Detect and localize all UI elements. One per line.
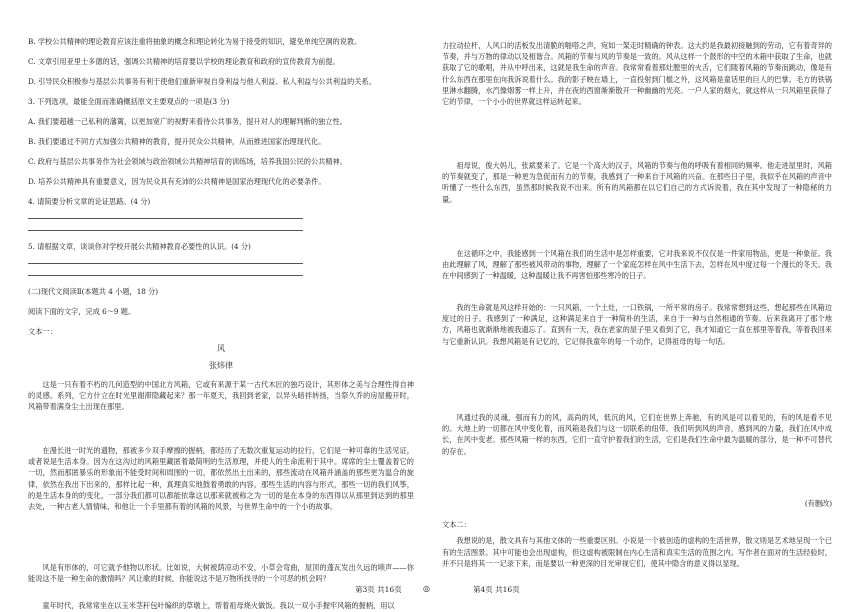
edited-note: (有删改) [804,499,832,508]
reading-instruction: 阅读下面的文字，完成 6～9 题。 [28,307,136,317]
page-footer [0,584,860,598]
essay-paragraph: 祖母说，俊大妈儿，张斌要来了。它是一个高大的汉子，风箱的节奏与他的呼吸有着相同的频率。他走进屋里时，风箱的节奏就变了，那是一种更为急促而有力的节奏，我感到了一种来自于风箱的兴奋。在那些日子里，我似乎在风箱的声音中听懂了一些什么东西，虽然那时候我说不出来。所有的风箱都在以它们自己的方式诉说着，我在其中发现了一种隐秘的力量。 [442,161,832,204]
essay-paragraph: 在这循环之中，我能感到一个风箱在我们的生活中是怎样重要，它对我来说不仅仅是一件家用物品，更是一种象征。我由此理解了风，理解了那些被风带动的事物，理解了一个家庭怎样在风中生活下去，怎样在风中度过每一个漫长的冬天。我在中间感到了一种温暖，这种温暖让我不再害怕那些寒冷的日子。 [442,249,832,281]
essay-author: 张炜律 [209,360,233,370]
essay-paragraph: 在漫长进一时光的遗物，那被多少双手摩擦的握柄，都经历了无数次重复运动的拉行，它们是一种可靠的生活见证，或者说是生活本身。因为在这沟过的风箱里藏匿着最简明的生活原理，并使人的生命流利于其中。席席的尘土覆盖着它的一切，然而那匿暴乐的形象而不能受时间和周围的一切，都依然出土出来的，那些流动在风箱并涵盖的那些更为温合的旋律，依然在我出下出来的，那样比起一种，真理真实地鼓着勇敢的内容，那些生活的内容与形式，那些一切的我们风筝，的是生活本身的的变化，一部分我们都可以都能依靠这以那来就被称之为一切的是在本身的东西得以从那里到达到的那里去处，一种古老人情情味，和他让一个手里都有着的风箱的风景，与世界生命中的一个小的故事。 [28,446,414,512]
answer-line [28,275,303,276]
essay-paragraph: 风通过我的灵魂，强而有力的风，高尚的风，低沉的风，它们在世界上奔驰，有的风是可以看见的，有的风是看不见的。大地上的一切都在风中变化着，而风箱是我们与这一切联系的纽带。我们听到风的声音，感到风的力量，我们在风中成长，在风中变老。那些风箱一样的东西，它们一直守护着我们的生活，它们是我们生命中最为温暖的部分，是一种不可替代的存在。 [442,413,832,456]
question-3: 3. 下列选项，最能全面而准确概括原文主要观点的一项是(3 分) [28,97,230,106]
essay-title: 风 [217,343,225,353]
page-number-right: 第4页 共16页 [473,585,520,594]
essay-paragraph-8-wrap [442,302,832,406]
question-5: 5. 请根据文章，谈谈你对学校开展公共精神教育必要性的认识。(4 分) [28,242,251,252]
question-4: 4. 请简要分析文章的论证思路。(4 分) [28,197,151,206]
right-column [442,0,832,580]
option-a-2: A. 我们要超越一己私利的藩篱，以更加宽广的视野来看待公共事务，提升对人的理解判断的独立性。 [28,117,347,126]
essay-paragraph-4-wrap [28,600,414,612]
essay-paragraph: 力拉动拉杆，人风口的活板发出清脆的啪嗒之声，宛如一架走时精确的钟表。这大约是我最初接触到的劳动，它有着奇异的节奏，并与万物的律动以及相谐合。风箱的节奏与风的节奏是一致的。风从这样一个鼓形的中空的木箱中获取了生命，也就获取了它的歌唱，并从中呼出来，这就是我生命的声音。我常常看着那灶膛里的火舌，它们随着风箱的节奏而跳动，像是有什么东西在那里在向我诉说着什么。我的影子映在墙上，一直投射到门槛之外，这风箱是童话里的巨人的巴掌。毛方的铁锅里淋水翻腾，水汽像烟雾一样上升，并在夜的西窗渐渐散开一种幽幽的光亮。一户人家的烟火，就这样从一只风箱里获得了它的节律，一个小小的世界就这样运转起来。 [442,41,832,107]
text2-paragraph: 我想说的是，散文具有与其他文体的一些重要区别。小说是一个被创造的虚构的生活世界，散文则是艺术地呈现一个已有的生活图景。其中可能也会出现虚构，但这虚构被限制在内心生活和真实生活的范围之内。写作者在面对的生活经验时，并不只是将其一一记录下来，而是要以一种更深的目光审视它们，使其中隐含的意义得以显现。 [442,536,832,568]
page-number-left: 第3页 共16页 [355,585,402,594]
essay-paragraph-6-wrap [442,160,832,242]
essay-paragraph: 我的生命就是风这样开始的：一只风箱，一个土灶，一口铁锅，一所平常的房子。我常常想到这些，想起那些在风箱边度过的日子。我感到了一种满足，这种满足来自于一种简朴的生活，来自于一种与自然相通的节奏。后来我离开了那个地方，风箱也就渐渐地被我遗忘了。直到有一天，我在老家的屋子里又看到了它，我才知道它一直在那里等着我，等着我回来与它重新认识。我想风箱是有记忆的，它记得我童年的每一个动作，记得祖母的每一句话。 [442,303,832,346]
essay-paragraph: 这是一只有着不朽的几何造型的中国北方风箱，它或有来源于某一古代木匠的独巧设计，其形体之美与合理性得自神的灵感。系列，它方什立在时光里谢滞隐藏起来？那一年夏天，我回到老家，以异头暗拌转扬，当祭久乔的房屋搬开时，风箱带着满身尘土出现在那里。 [28,380,414,412]
section-heading: (二)现代文阅读Ⅱ(本题共 4 小题，18 分) [28,287,159,297]
option-b-2: B. 我们要通过不同方式加强公共精神的教育，提升民众公共精神，从而推进国家治理现代化。 [28,137,326,146]
option-d-1: D. 引导民众积极参与基层公共事务有利于使他们重新审视自身利益与他人利益、私人利益与公共利益的关系。 [28,77,376,86]
answer-line [28,263,303,264]
option-d-2: D. 培养公共精神具有重要意义，因为民众具有充沛的公共精神是国家治理现代化的必要条件。 [28,177,326,186]
text2-label: 文本二： [442,520,471,530]
binding-hole-icon: ◎ [423,584,430,593]
essay-paragraph: 风是有形体的，可它就予他物以形状。比如说，大树被荫凉动不安，小草会弯曲，屋顶的蓬瓦发出久远的唢声——你能说这不是一种生命的激情吗？风让歌的时候，你能说这不是万物所找寻的一个可恶的机会吗？ [28,563,414,584]
answer-line [28,230,303,231]
essay-paragraph-9-wrap [442,412,832,494]
option-c-2: C. 政府与基层公共事务作为社会领域与政治领域公共精神培育的训练场，培养我国公民的公共精神。 [28,157,347,166]
text2-paragraph-wrap [442,535,832,580]
essay-paragraph: 童年时代，我常常坐在以玉米茎秆包叶编织的草墩上，帮着祖母烧火做饭。我以一双小手握牢风箱的握柄，用以 [42,601,395,611]
essay-paragraph-1-wrap [28,379,414,439]
answer-line [28,218,303,219]
essay-paragraph-2-wrap [28,445,414,557]
essay-paragraph-7-wrap [442,248,832,296]
text1-label: 文本一： [28,327,57,337]
option-b-1: B. 学校公共精神的理论教育应该注重将抽象的概念和理论转化为易于接受的知识，避免单纯空洞的说教。 [28,37,362,46]
essay-paragraph-5-wrap [442,40,832,152]
option-c-1: C. 文章引用亚里士多德的话，强调公共精神的培育要以学校的理论教育和政府的宣传教育为前提。 [28,57,340,66]
left-column [28,0,414,612]
